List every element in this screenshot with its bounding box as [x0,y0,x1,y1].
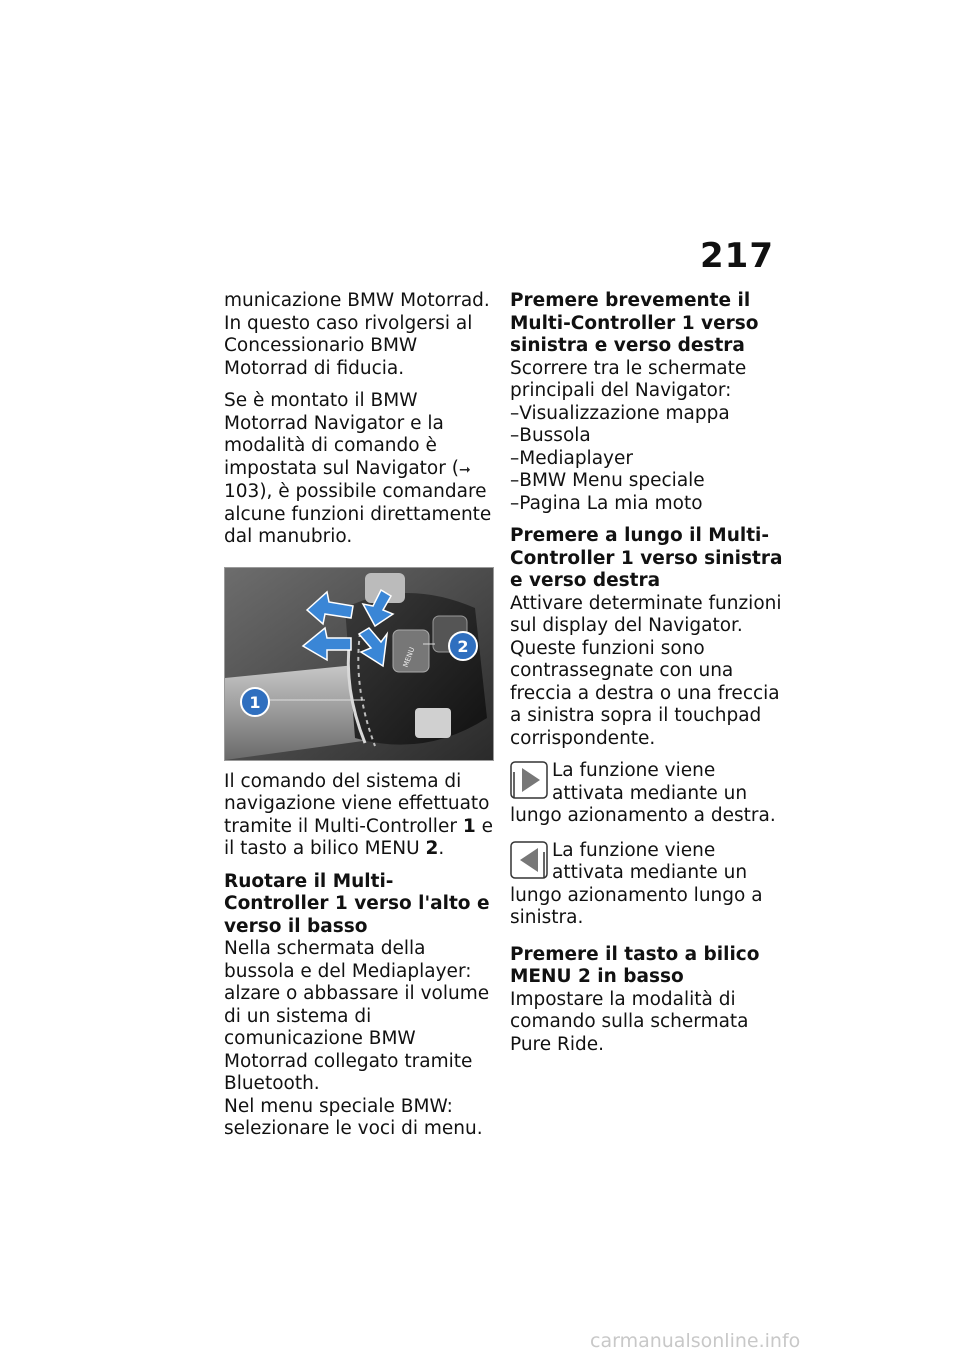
list-item: – Bussola [510,425,785,448]
list-item: – BMW Menu speciale [510,470,785,493]
heading-short-press: Premere brevemente il Multi-Controller 1 verso sinistra e verso destra [510,290,759,356]
page-reference-arrow-icon: ➞ [458,461,471,478]
paragraph-pure-ride: Impostare la modalità di comando sulla schermata Pure Ride. [510,988,749,1055]
note-right-arrow: La funzione viene attivata mediante un lungo azionamento a destra. [510,760,776,826]
paragraph-scroll-screens: Scorrere tra le schermate principali del Navigator: [510,357,747,401]
heading-long-press: Premere a lungo il Multi-Controller 1 verso sinistra e verso destra [510,525,783,591]
note-left-arrow: La funzione viene attivata mediante un lungo azionamento lungo a sinistra. [510,839,763,928]
watermark: carmanualsonline.info [590,1330,801,1352]
paragraph-intro: municazione BMW Motorrad. In questo caso rivolgersi al Concessionario BMW Motorrad di fiducia. [224,290,490,379]
callout-2-label: 2 [457,636,469,656]
right-column [510,290,785,1066]
arrow-left-touchpad-icon [510,840,548,880]
paragraph-functions: Attivare determinate funzioni sul display del Navigator. Queste funzioni sono contrassegnate con una freccia a destra o una freccia a sinistra sopra il touchpad corrispondente. [510,592,782,749]
heading-rotate-controller: Ruotare il Multi-Controller 1 verso l'alto e verso il basso [224,870,490,937]
page-reference-link[interactable]: 103 [224,481,260,502]
handlebar-illustration [225,568,493,760]
paragraph-volume: Nella schermata della bussola e del Mediaplayer: alzare o abbassare il volume di un sistema di comunicazione BMW Motorrad collegato tramite Bluetooth. [224,938,490,1094]
page-number: 217 [700,236,774,276]
arrow-right-touchpad-icon [510,760,548,800]
left-column [224,290,494,1151]
list-item: – Mediaplayer [510,448,785,471]
list-item: – Visualizzazione mappa [510,403,785,426]
paragraph-navigator: Se è montato il BMW Motorrad Navigator e la modalità di comando è impostata sul Navigator (➞ 103), è possibile comandare alcune funzioni direttamente dal manubrio. [224,390,492,547]
handlebar-figure [224,567,494,761]
navigator-screens-list [510,403,785,516]
list-item: – Pagina La mia moto [510,493,785,516]
menu-key-label: MENU [401,645,417,668]
paragraph-controller: Il comando del sistema di navigazione viene effettuato tramite il Multi-Controller 1 e il tasto a bilico MENU 2. [224,770,493,859]
paragraph-special-menu: Nel menu speciale BMW: selezionare le voci di menu. [224,1095,483,1139]
callout-1-label: 1 [249,692,261,712]
heading-menu-rocker: Premere il tasto a bilico MENU 2 in basso [510,943,760,987]
